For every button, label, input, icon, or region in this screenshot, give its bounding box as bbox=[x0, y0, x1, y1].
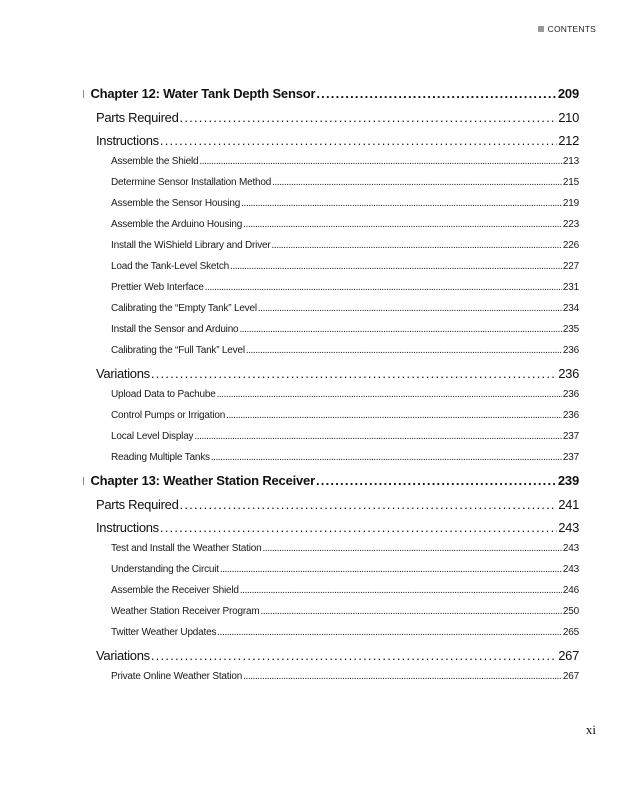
toc-section[interactable] bbox=[82, 110, 579, 132]
toc-entry-page: 250 bbox=[562, 606, 579, 617]
toc-entry-title: Load the Tank-Level Sketch bbox=[111, 261, 230, 272]
toc-entry-page: 226 bbox=[562, 240, 579, 251]
toc-entry-page: 236 bbox=[558, 366, 579, 381]
toc-entry-title: Assemble the Arduino Housing bbox=[111, 219, 243, 230]
toc-entry-page: 243 bbox=[558, 520, 579, 535]
dot-leader bbox=[217, 389, 562, 400]
toc-entry-page: 241 bbox=[558, 497, 579, 512]
toc-item[interactable] bbox=[82, 410, 579, 431]
dot-leader bbox=[246, 345, 562, 356]
toc-entry-title: Calibrating the “Full Tank” Level bbox=[111, 345, 245, 356]
dot-leader bbox=[220, 564, 562, 575]
toc-entry-title: Variations bbox=[96, 648, 150, 663]
dot-leader bbox=[199, 156, 562, 167]
toc-section[interactable] bbox=[82, 520, 579, 542]
table-of-contents bbox=[82, 86, 579, 692]
dot-leader bbox=[263, 543, 562, 554]
toc-entry-page: 227 bbox=[562, 261, 579, 272]
toc-entry-page: 239 bbox=[557, 473, 579, 488]
toc-entry-page: 243 bbox=[562, 564, 579, 575]
toc-entry-title: Parts Required bbox=[96, 110, 179, 125]
dot-leader bbox=[180, 110, 558, 125]
toc-entry-title: Instructions bbox=[96, 133, 159, 148]
toc-entry-page: 267 bbox=[562, 671, 579, 682]
dot-leader bbox=[272, 177, 562, 188]
chapter-square-icon bbox=[83, 477, 84, 485]
toc-entry-title: Control Pumps or Irrigation bbox=[111, 410, 226, 421]
dot-leader bbox=[217, 627, 562, 638]
dot-leader bbox=[243, 219, 562, 230]
dot-leader bbox=[180, 497, 558, 512]
toc-entry-title: Upload Data to Pachube bbox=[111, 389, 216, 400]
toc-item[interactable] bbox=[82, 671, 579, 692]
toc-item[interactable] bbox=[82, 261, 579, 282]
chapter-square-icon bbox=[83, 90, 84, 98]
toc-entry-page: 243 bbox=[562, 543, 579, 554]
toc-entry-title: Assemble the Sensor Housing bbox=[111, 198, 241, 209]
dot-leader bbox=[151, 648, 557, 663]
running-header bbox=[538, 24, 596, 34]
toc-section[interactable] bbox=[82, 133, 579, 155]
toc-chapter[interactable] bbox=[82, 86, 579, 108]
toc-entry-page: 213 bbox=[562, 156, 579, 167]
toc-item[interactable] bbox=[82, 452, 579, 473]
toc-item[interactable] bbox=[82, 585, 579, 606]
toc-section[interactable] bbox=[82, 497, 579, 519]
toc-item[interactable] bbox=[82, 543, 579, 564]
toc-entry-title: Assemble the Receiver Shield bbox=[111, 585, 239, 596]
dot-leader bbox=[243, 671, 562, 682]
toc-entry-title: Parts Required bbox=[96, 497, 179, 512]
toc-entry-page: 237 bbox=[562, 452, 579, 463]
toc-entry-page: 231 bbox=[562, 282, 579, 293]
toc-entry-page: 215 bbox=[562, 177, 579, 188]
toc-item[interactable] bbox=[82, 219, 579, 240]
toc-entry-title: Weather Station Receiver Program bbox=[111, 606, 260, 617]
toc-entry-page: 234 bbox=[562, 303, 579, 314]
toc-entry-title: Twitter Weather Updates bbox=[111, 627, 217, 638]
dot-leader bbox=[272, 240, 562, 251]
dot-leader bbox=[194, 431, 562, 442]
toc-entry-page: 267 bbox=[558, 648, 579, 663]
toc-entry-title: Reading Multiple Tanks bbox=[111, 452, 210, 463]
dot-leader bbox=[151, 366, 557, 381]
dot-leader bbox=[160, 520, 557, 535]
toc-item[interactable] bbox=[82, 282, 579, 303]
toc-item[interactable] bbox=[82, 389, 579, 410]
toc-entry-title: Prettier Web Interface bbox=[111, 282, 204, 293]
toc-chapter[interactable] bbox=[82, 473, 579, 495]
toc-entry-page: 223 bbox=[562, 219, 579, 230]
toc-entry-page: 210 bbox=[558, 110, 579, 125]
toc-entry-title: Local Level Display bbox=[111, 431, 194, 442]
toc-entry-title: Assemble the Shield bbox=[111, 156, 199, 167]
toc-section[interactable] bbox=[82, 366, 579, 388]
dot-leader bbox=[241, 198, 562, 209]
toc-entry-page: 236 bbox=[562, 345, 579, 356]
header-label: CONTENTS bbox=[547, 24, 596, 34]
toc-entry-title: Calibrating the “Empty Tank” Level bbox=[111, 303, 257, 314]
toc-entry-title: Private Online Weather Station bbox=[111, 671, 243, 682]
dot-leader bbox=[230, 261, 562, 272]
dot-leader bbox=[160, 133, 557, 148]
toc-section[interactable] bbox=[82, 648, 579, 670]
toc-entry-title: Instructions bbox=[96, 520, 159, 535]
toc-entry-title: Determine Sensor Installation Method bbox=[111, 177, 272, 188]
toc-item[interactable] bbox=[82, 198, 579, 219]
toc-item[interactable] bbox=[82, 303, 579, 324]
dot-leader bbox=[226, 410, 562, 421]
dot-leader bbox=[239, 324, 561, 335]
toc-item[interactable] bbox=[82, 627, 579, 648]
toc-item[interactable] bbox=[82, 606, 579, 627]
dot-leader bbox=[316, 86, 557, 101]
toc-item[interactable] bbox=[82, 156, 579, 177]
dot-leader bbox=[316, 473, 557, 488]
dot-leader bbox=[260, 606, 561, 617]
toc-entry-page: 237 bbox=[562, 431, 579, 442]
dot-leader bbox=[240, 585, 562, 596]
toc-entry-title: Install the WiShield Library and Driver bbox=[111, 240, 271, 251]
toc-entry-page: 236 bbox=[562, 389, 579, 400]
toc-entry-title: Understanding the Circuit bbox=[111, 564, 219, 575]
toc-entry-title: Variations bbox=[96, 366, 150, 381]
toc-entry-page: 235 bbox=[562, 324, 579, 335]
toc-item[interactable] bbox=[82, 177, 579, 198]
toc-entry-page: 236 bbox=[562, 410, 579, 421]
header-square-icon bbox=[538, 26, 544, 32]
page-number: xi bbox=[585, 722, 596, 737]
toc-entry-title: Test and Install the Weather Station bbox=[111, 543, 262, 554]
toc-entry-page: 265 bbox=[562, 627, 579, 638]
toc-entry-page: 246 bbox=[562, 585, 579, 596]
toc-entry-title: Install the Sensor and Arduino bbox=[111, 324, 239, 335]
toc-item[interactable] bbox=[82, 240, 579, 261]
toc-item[interactable] bbox=[82, 431, 579, 452]
dot-leader bbox=[211, 452, 562, 463]
toc-entry-page: 212 bbox=[558, 133, 579, 148]
dot-leader bbox=[205, 282, 562, 293]
toc-entry-title: Chapter 12: Water Tank Depth Sensor bbox=[90, 86, 316, 101]
toc-entry-page: 219 bbox=[562, 198, 579, 209]
toc-entry-title: Chapter 13: Weather Station Receiver bbox=[90, 473, 315, 488]
dot-leader bbox=[258, 303, 562, 314]
toc-item[interactable] bbox=[82, 324, 579, 345]
toc-entry-page: 209 bbox=[557, 86, 579, 101]
toc-item[interactable] bbox=[82, 345, 579, 366]
toc-item[interactable] bbox=[82, 564, 579, 585]
